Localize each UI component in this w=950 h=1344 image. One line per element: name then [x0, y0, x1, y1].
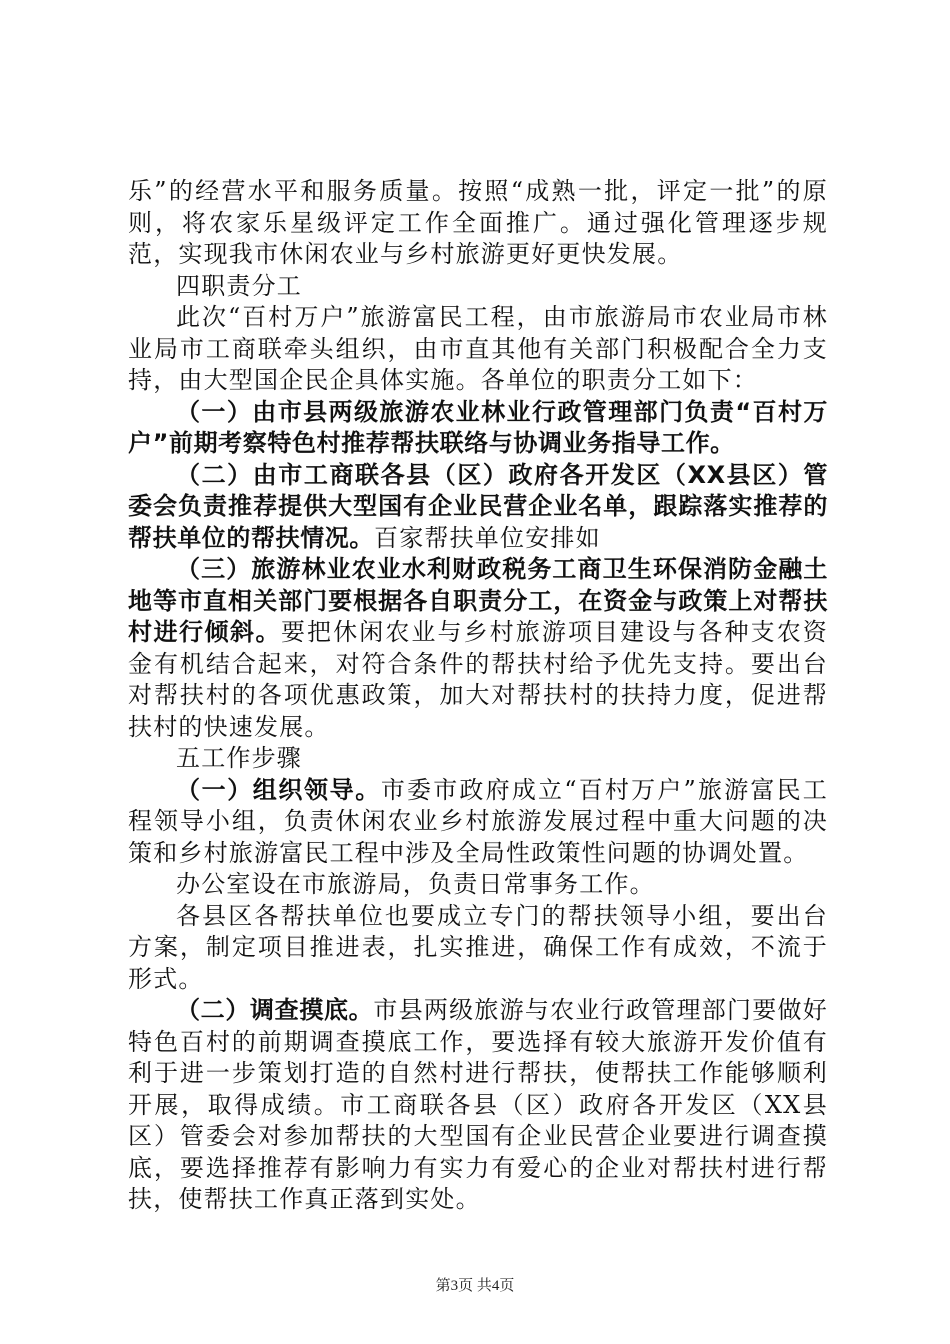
- section-heading-5: [128, 743, 828, 775]
- page-footer: 第3页 共4页: [435, 1278, 515, 1294]
- bold-run: （一）组织领导。: [176, 775, 381, 804]
- paragraph-step-2: [128, 995, 828, 1216]
- text-run: 四职责分工: [176, 271, 302, 300]
- text-run: 市县两级旅游与农业行政管理部门要做好特色百村的前期调查摸底工作，要选择有较大旅游开发价值有利于进一步策划打造的自然村进行帮扶，使帮扶工作能够顺利开展，取得成绩。市工商联各县（区）政府各开发区（XX县区）管委会对参加帮扶的大型国有企业民营企业要进行调查摸底，要选择推荐有影响力有实力有爱心的企业对帮扶村进行帮扶，使帮扶工作真正落到实处。: [128, 996, 828, 1213]
- text-run: 此次“百村万户”旅游富民工程，由市旅游局市农业局市林业局市工商联牵头组织，由市直其他有关部门积极配合全力支持，由大型国企民企具体实施。各单位的职责分工如下：: [128, 303, 828, 394]
- bold-run: （二）调查摸底。: [176, 996, 374, 1024]
- section-heading-4: [128, 271, 828, 303]
- bold-run: （三）旅游林业农业水利财政税务工商卫生环保消防金融土地等市直相关部门要根据各自职责分工，在资金与政策上对帮扶村进行倾斜。: [128, 555, 828, 646]
- document-body: [128, 176, 828, 1216]
- text-run: 要把休闲农业与乡村旅游项目建设与各种支农资金有机结合起来，对符合条件的帮扶村给予优先支持。要出台对帮扶村的各项优惠政策，加大对帮扶村的扶持力度，促进帮扶村的快速发展。: [128, 618, 828, 741]
- paragraph-item-2: [128, 460, 828, 555]
- text-run: 乐”的经营水平和服务质量。按照“成熟一批，评定一批”的原则，将农家乐星级评定工作全面推广。通过强化管理逐步规范，实现我市休闲农业与乡村旅游更好更快发展。: [128, 177, 828, 268]
- text-run: 办公室设在市旅游局，负责日常事务工作。: [176, 870, 655, 898]
- paragraph-item-3: [128, 554, 828, 743]
- text-run: 五工作步骤: [176, 744, 302, 772]
- paragraph-responsibility-intro: [128, 302, 828, 397]
- text-run: 各县区各帮扶单位也要成立专门的帮扶领导小组，要出台方案，制定项目推进表，扎实推进，确保工作有成效，不流于形式。: [128, 901, 828, 993]
- bold-run: （二）由市工商联各县（区）政府各开发区（XX县区）管委会负责推荐提供大型国有企业民营企业名单，跟踪落实推荐的帮扶单位的帮扶情况。: [128, 460, 828, 552]
- bold-run: （一）由市县两级旅游农业林业行政管理部门负责“百村万户”前期考察特色村推荐帮扶联络与协调业务指导工作。: [128, 397, 828, 457]
- paragraph-step-1: [128, 775, 828, 870]
- paragraph-office: [128, 869, 828, 901]
- text-run: 市委市政府成立“百村万户”旅游富民工程领导小组，负责休闲农业乡村旅游发展过程中重大问题的决策和乡村旅游富民工程中涉及全局性政策性问题的协调处置。: [128, 775, 828, 867]
- text-run: 百家帮扶单位安排如: [374, 523, 601, 552]
- paragraph-county-units: [128, 901, 828, 996]
- paragraph-continuation: [128, 176, 828, 271]
- paragraph-item-1: [128, 397, 828, 460]
